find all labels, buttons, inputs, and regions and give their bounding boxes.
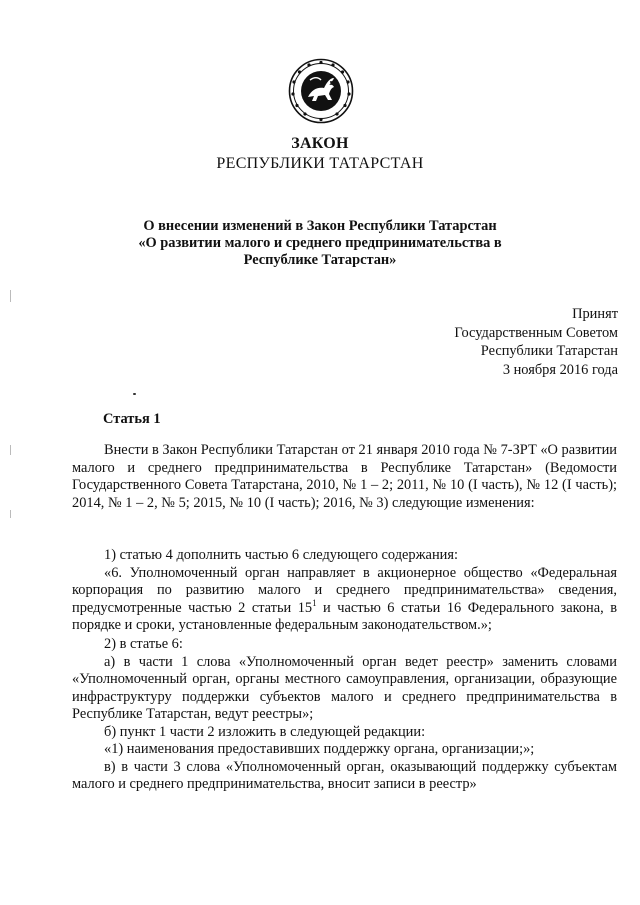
adoption-line: Государственным Советом: [454, 324, 618, 341]
document-issuer: РЕСПУБЛИКИ ТАТАРСТАН: [216, 155, 424, 172]
subject-line: Республике Татарстан»: [243, 252, 397, 268]
item-heading: 1) статью 4 дополнить частью 6 следующего содержания:: [104, 547, 458, 563]
sub-item-a: а) в части 1 слова «Уполномоченный орган ведет реестр» заменить словами «Уполномоченный орган, органы местного самоуправления, организации, образующие инфраструктуру поддержки субъектов малого и среднего предпринимательства в Республике Татарстан, ведут реестры»;: [72, 653, 617, 722]
tatarstan-emblem-icon: [288, 58, 354, 124]
document-title: ЗАКОН: [291, 135, 349, 152]
item-heading: 2) в статье 6:: [104, 636, 183, 652]
law-subject: [110, 218, 530, 269]
article-intro: [72, 442, 617, 512]
amendment-item-2: [72, 636, 617, 794]
scan-artifact: [10, 290, 11, 302]
subject-line: О внесении изменений в Закон Республики Татарстан: [143, 218, 497, 234]
article-heading: Статья 1: [103, 411, 161, 427]
scan-artifact: [10, 510, 11, 518]
adoption-line: Принят: [572, 306, 618, 322]
amendment-item-1: [72, 547, 617, 635]
adoption-block: [454, 305, 618, 379]
sub-item-b-quote: «1) наименования предоставивших поддержку органа, организации;»;: [104, 741, 535, 757]
adoption-line: Республики Татарстан: [480, 343, 618, 359]
sub-item-b: б) пункт 1 части 2 изложить в следующей редакции:: [104, 723, 426, 740]
item-text: «6. Уполномоченный орган направляет в акционерное общество «Федеральная корпорация по развитию малого и среднего предпринимательства» сведения, предусмотренные частью 2 статьи $15^1$ и частью 6 статьи 16 Федерального закона, в порядке и сроки, установленные федеральным законодательством.»;: [72, 564, 617, 633]
subject-line: «О развитии малого и среднего предпринимательства в: [138, 235, 502, 251]
adoption-date: 3 ноября 2016 года: [502, 361, 618, 378]
scan-speck: [133, 393, 136, 395]
sub-item-v: в) в части 3 слова «Уполномоченный орган, оказывающий поддержку субъектам малого и среднего предпринимательства, вносит записи в реестр»: [72, 758, 617, 792]
intro-paragraph: Внести в Закон Республики Татарстан от 21 января 2010 года № 7-ЗРТ «О развитии малого и среднего предпринимательства в Республике Татарстан» (Ведомости Государственного Совета Татарстана, 2010, № 1 – 2; 2011, № 10 (I часть), № 12 (I часть); 2014, № 1 – 2, № 5; 2015, № 10 (I часть); 2016, № 3) следующие изменения:: [72, 442, 617, 511]
superscript: 1: [312, 597, 317, 608]
scan-artifact: [10, 445, 11, 455]
